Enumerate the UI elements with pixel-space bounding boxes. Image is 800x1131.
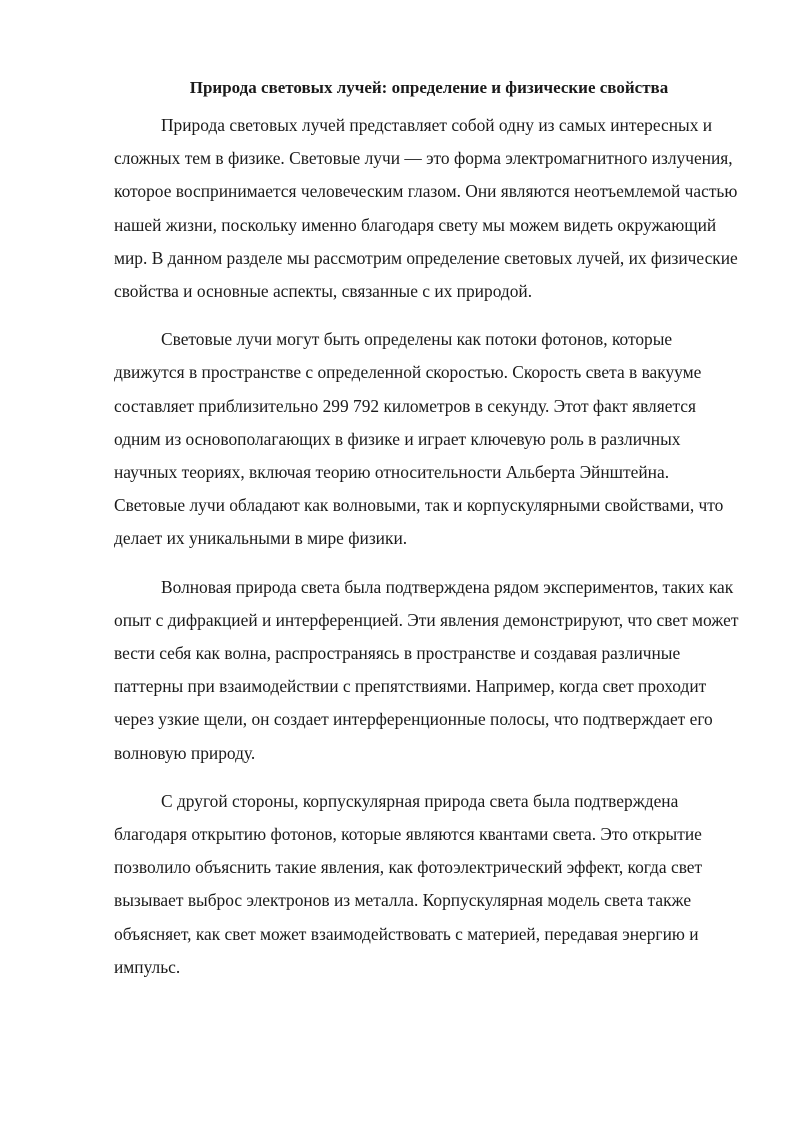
paragraph-3: Волновая природа света была подтверждена рядом экспериментов, таких как опыт с дифракцией и интерференцией. Эти явления демонстрируют, что свет может вести себя как волна, распространяясь в пространстве и создавая различные паттерны при взаимодействии с препятствиями. Например, когда свет проходит через узкие щели, он создает интерференционные полосы, что подтверждает его волновую природу. [114,576,739,763]
document-title: Природа световых лучей: определение и физические свойства [189,78,669,97]
paragraph-1: Природа световых лучей представляет собой одну из самых интересных и сложных тем в физике. Световые лучи — это форма электромагнитного излучения, которое воспринимается человеческим глазом. Они являются неотъемлемой частью нашей жизни, поскольку именно благодаря свету мы можем видеть окружающий мир. В данном разделе мы рассмотрим определение световых лучей, их физические свойства и основные аспекты, связанные с их природой. [114,115,738,302]
paragraph-4: С другой стороны, корпускулярная природа света была подтверждена благодаря открытию фотонов, которые являются квантами света. Это открытие позволило объяснить такие явления, как фотоэлектрический эффект, когда свет вызывает выброс электронов из металла. Корпускулярная модель света также объясняет, как свет может взаимодействовать с материей, передавая энергию и импульс. [114,790,703,977]
paragraph-2: Световые лучи могут быть определены как потоки фотонов, которые движутся в пространстве с определенной скоростью. Скорость света в вакууме составляет приблизительно 299 792 километров в секунду. Этот факт является одним из основополагающих в физике и играет ключевую роль в различных научных теориях, включая теорию относительности Альберта Эйнштейна. Световые лучи обладают как волновыми, так и корпускулярными свойствами, что делает их уникальными в мире физики. [114,329,724,549]
